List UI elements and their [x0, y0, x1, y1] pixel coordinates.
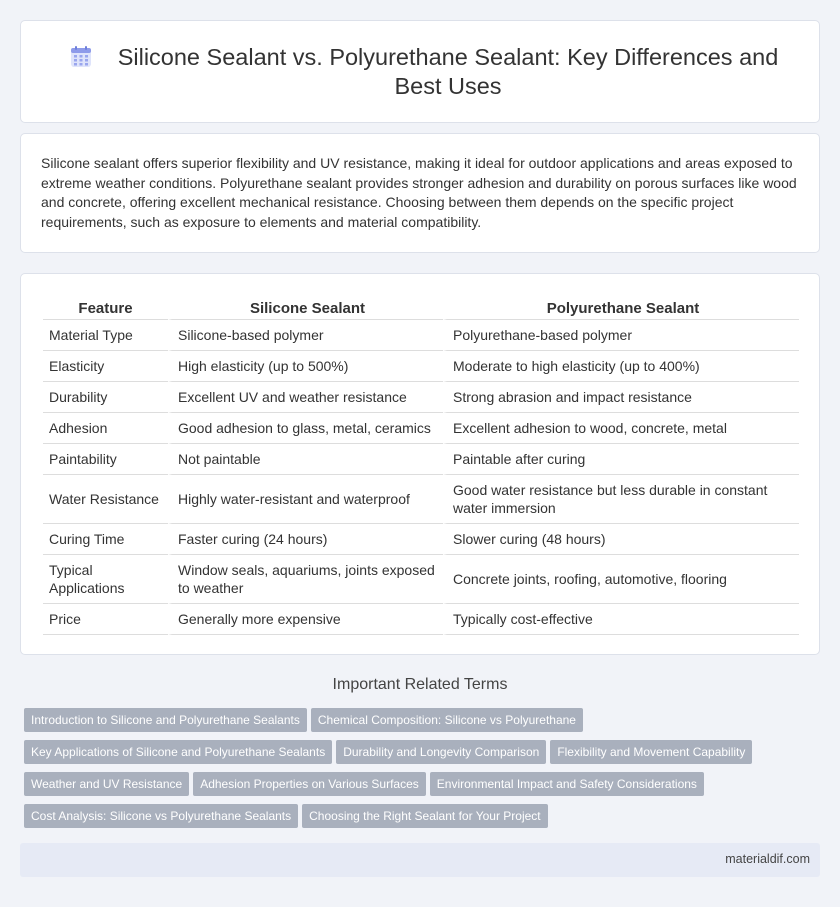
cell-feature: Paintability [43, 444, 168, 475]
cell-polyurethane: Typically cost-effective [443, 604, 799, 635]
related-term-tag[interactable]: Cost Analysis: Silicone vs Polyurethane Sealants [24, 804, 298, 828]
related-term-tag[interactable]: Introduction to Silicone and Polyurethane Sealants [24, 708, 307, 732]
related-term-tag[interactable]: Weather and UV Resistance [24, 772, 189, 796]
cell-polyurethane: Strong abrasion and impact resistance [443, 382, 799, 413]
related-term-tag[interactable]: Choosing the Right Sealant for Your Project [302, 804, 547, 828]
tag-row [24, 804, 824, 836]
related-terms-heading: Important Related Terms [332, 676, 508, 693]
cell-feature: Water Resistance [43, 475, 168, 524]
table-row [43, 604, 799, 635]
footer [20, 843, 820, 877]
comparison-table [43, 294, 799, 635]
cell-polyurethane: Paintable after curing [443, 444, 799, 475]
table-row [43, 444, 799, 475]
cell-silicone: Excellent UV and weather resistance [168, 382, 443, 413]
cell-feature: Durability [43, 382, 168, 413]
related-term-tag[interactable]: Environmental Impact and Safety Considerations [430, 772, 704, 796]
column-header-polyurethane: Polyurethane Sealant [443, 294, 799, 320]
table-header-row [43, 294, 799, 320]
cell-feature: Curing Time [43, 524, 168, 555]
table-row [43, 475, 799, 524]
cell-silicone: Generally more expensive [168, 604, 443, 635]
related-term-tag[interactable]: Key Applications of Silicone and Polyurethane Sealants [24, 740, 332, 764]
column-header-silicone: Silicone Sealant [168, 294, 443, 320]
cell-silicone: Window seals, aquariums, joints exposed to weather [168, 555, 443, 604]
table-row [43, 413, 799, 444]
table-row [43, 320, 799, 351]
related-terms-list [24, 708, 824, 836]
table-row [43, 555, 799, 604]
title-card [20, 20, 820, 123]
cell-polyurethane: Slower curing (48 hours) [443, 524, 799, 555]
cell-silicone: Highly water-resistant and waterproof [168, 475, 443, 524]
related-term-tag[interactable]: Durability and Longevity Comparison [336, 740, 546, 764]
cell-polyurethane: Good water resistance but less durable in constant water immersion [443, 475, 799, 524]
related-term-tag[interactable]: Flexibility and Movement Capability [550, 740, 752, 764]
related-term-tag[interactable]: Adhesion Properties on Various Surfaces [193, 772, 426, 796]
cell-feature: Material Type [43, 320, 168, 351]
cell-polyurethane: Excellent adhesion to wood, concrete, metal [443, 413, 799, 444]
cell-polyurethane: Concrete joints, roofing, automotive, flooring [443, 555, 799, 604]
cell-silicone: Not paintable [168, 444, 443, 475]
cell-silicone: Faster curing (24 hours) [168, 524, 443, 555]
cell-polyurethane: Polyurethane-based polymer [443, 320, 799, 351]
cell-polyurethane: Moderate to high elasticity (up to 400%) [443, 351, 799, 382]
intro-paragraph: Silicone sealant offers superior flexibility and UV resistance, making it ideal for outdoor applications and areas exposed to extreme weather conditions. Polyurethane sealant provides stronger adhesion and durability on porous surfaces like wood and concrete, offering excellent mechanical resistance. Choosing between them depends on the specific project requirements, such as exposure to elements and material compatibility. [41, 155, 797, 230]
table-row [43, 382, 799, 413]
tag-row [24, 772, 824, 804]
tag-row [24, 740, 824, 772]
table-row [43, 351, 799, 382]
comparison-table-card [20, 273, 820, 655]
cell-silicone: Good adhesion to glass, metal, ceramics [168, 413, 443, 444]
cell-feature: Typical Applications [43, 555, 168, 604]
related-term-tag[interactable]: Chemical Composition: Silicone vs Polyurethane [311, 708, 583, 732]
footer-site-link[interactable]: materialdif.com [725, 852, 810, 866]
page-title: Silicone Sealant vs. Polyurethane Sealant: Key Differences and Best Uses [117, 44, 779, 99]
intro-card [20, 133, 820, 253]
cell-feature: Adhesion [43, 413, 168, 444]
table-row [43, 524, 799, 555]
cell-feature: Elasticity [43, 351, 168, 382]
cell-feature: Price [43, 604, 168, 635]
cell-silicone: Silicone-based polymer [168, 320, 443, 351]
tag-row [24, 708, 824, 740]
column-header-feature: Feature [43, 294, 168, 320]
cell-silicone: High elasticity (up to 500%) [168, 351, 443, 382]
